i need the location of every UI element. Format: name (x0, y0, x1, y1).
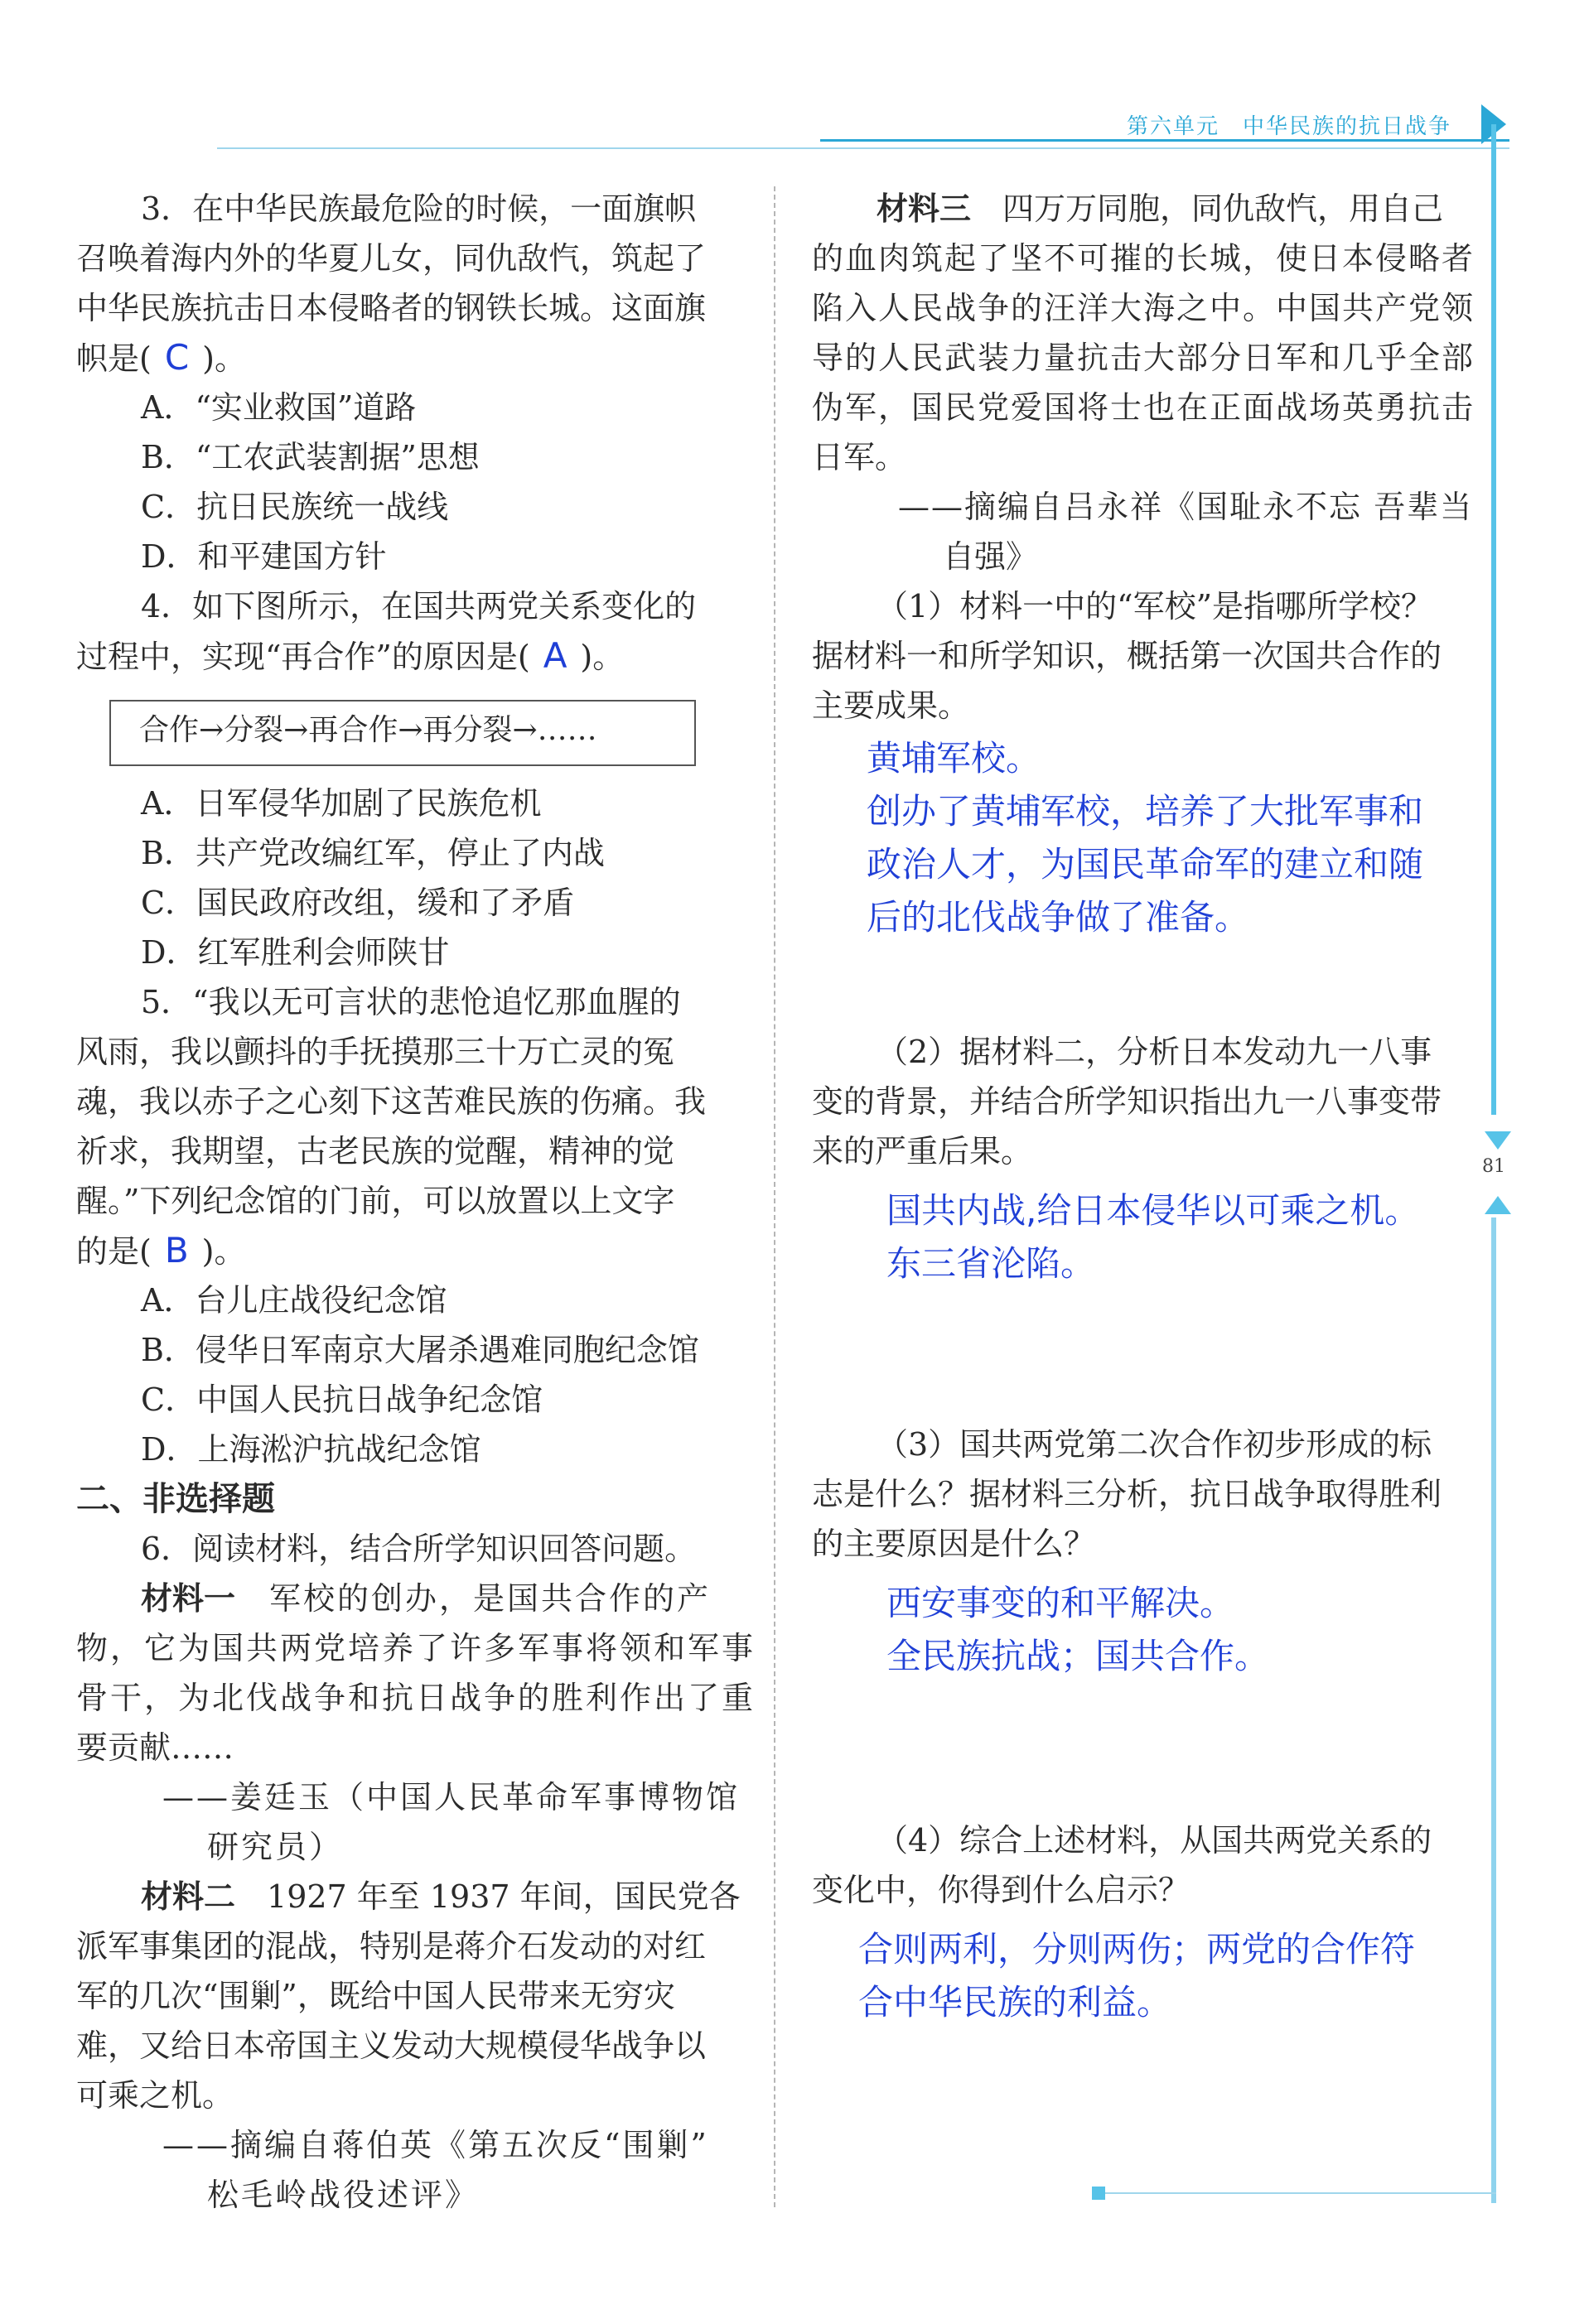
sub1-question-line: （1）材料一中的“军校”是指哪所学校？ (877, 588, 1433, 624)
q5-stem-end-post: )。 (201, 1233, 246, 1270)
q5-stem-line: 醒。”下列纪念馆的门前，可以放置以上文字 (76, 1183, 675, 1219)
q5-stem-line: 风雨，我以颤抖的手抚摸那三十万亡灵的冤 (76, 1034, 675, 1070)
sub2-question-line: 变的背景，并结合所学知识指出九一八事变带 (812, 1083, 1442, 1120)
sub3-answer-line: 全民族抗战；国共合作。 (886, 1636, 1270, 1676)
material-three-line: 的血肉筑起了坚不可摧的长城，使日本侵略者 (812, 240, 1476, 277)
q4-option-b: B．共产党改编红军，停止了内战 (141, 835, 605, 871)
right-margin-bar (1491, 124, 1496, 1115)
sub3-question-line: （3）国共两党第二次合作初步形成的标 (877, 1426, 1432, 1463)
q4-stem-end-post: )。 (580, 639, 625, 675)
material-two-first-line (141, 1872, 741, 1921)
q4-answer: A (543, 635, 568, 676)
q5-stem-end (76, 1226, 245, 1276)
footer-rule (1105, 2192, 1496, 2194)
material-three-first-line (877, 184, 1443, 234)
sub3-answer-line: 西安事变的和平解决。 (886, 1583, 1235, 1623)
page-tab-bottom-icon (1485, 1196, 1511, 1214)
q4-diagram-text: 合作→分裂→再合作→再分裂→…… (139, 713, 597, 747)
section-title: 二、非选择题 (76, 1480, 275, 1518)
q5-option-a: A．台儿庄战役纪念馆 (141, 1282, 447, 1319)
sub2-answer-line: 国共内战,给日本侵华以可乘之机。 (886, 1190, 1420, 1231)
column-divider (774, 186, 775, 2207)
q3-stem-end (76, 333, 246, 383)
page-tab-top-icon (1485, 1131, 1511, 1150)
sub1-answer-line: 黄埔军校。 (867, 738, 1041, 779)
material-one-source: ——姜廷玉（中国人民革命军事博物馆 (162, 1779, 741, 1815)
q5-stem-line: 祈求，我期望，古老民族的觉醒，精神的觉 (76, 1133, 675, 1169)
sub3-question-line: 志是什么？据材料三分析，抗日战争取得胜利 (812, 1476, 1442, 1512)
material-three-line: 陷入人民战争的汪洋大海之中。中国共产党领 (812, 290, 1476, 326)
q3-stem-line: 召唤着海内外的华夏儿女，同仇敌忾，筑起了 (76, 240, 707, 277)
material-one-line: 骨干，为北伐战争和抗日战争的胜利作出了重 (76, 1680, 756, 1716)
q5-option-c: C．中国人民抗日战争纪念馆 (141, 1381, 543, 1418)
material-three-source: 自强》 (943, 538, 1038, 575)
material-three-label: 材料三 (877, 190, 972, 227)
q4-option-d: D．红军胜利会师陕甘 (141, 934, 450, 971)
footer-square-icon (1092, 2187, 1105, 2200)
material-two-source: 松毛岭战役述评》 (207, 2177, 480, 2213)
header-accent-rule (820, 139, 1509, 142)
material-two-line: 军的几次“围剿”，既给中国人民带来无穷灾 (76, 1978, 675, 2014)
sub3-question-line: 的主要原因是什么？ (812, 1526, 1096, 1562)
q4-option-a: A．日军侵华加剧了民族危机 (141, 785, 542, 822)
material-one-first-line (141, 1574, 711, 1623)
sub2-answer-line: 东三省沦陷。 (886, 1243, 1096, 1284)
material-three-text: 四万万同胞，同仇敌忾，用自己 (971, 190, 1444, 227)
q3-option-b: B．“工农武装割据”思想 (141, 439, 480, 475)
material-two-source: ——摘编自蒋伯英《第五次反“围剿” (162, 2127, 709, 2163)
sub1-question-line: 据材料一和所学知识，概括第一次国共合作的 (812, 638, 1442, 674)
material-one-line: 物，它为国共两党培养了许多军事将领和军事 (76, 1630, 756, 1666)
sub1-question-line: 主要成果。 (812, 687, 970, 724)
page-number: 81 (1482, 1156, 1505, 1177)
material-three-source: ——摘编自吕永祥《国耻永不忘 吾辈当 (898, 489, 1474, 525)
sub4-answer-line: 合则两利，分则两伤；两党的合作符 (858, 1929, 1416, 1970)
q5-stem-line: 魂，我以赤子之心刻下这苦难民族的伤痛。我 (76, 1083, 707, 1120)
sub1-answer-line: 创办了黄埔军校，培养了大批军事和 (867, 791, 1424, 832)
q4-stem-line: 4．如下图所示，在国共两党关系变化的 (141, 588, 697, 624)
material-two-label: 材料二 (141, 1878, 236, 1915)
material-three-line: 伪军，国民党爱国将士也在正面战场英勇抗击 (812, 389, 1476, 426)
q5-stem-line: 5．“我以无可言状的悲怆追忆那血腥的 (141, 984, 681, 1020)
q3-option-a: A．“实业救国”道路 (141, 389, 417, 426)
material-three-line: 日军。 (812, 439, 907, 475)
header-rule (217, 147, 1509, 149)
right-margin-bar-lower (1491, 1217, 1496, 2203)
material-one-label: 材料一 (141, 1580, 236, 1617)
q3-stem-end-post: )。 (202, 340, 246, 377)
sub4-question-line: 变化中，你得到什么启示？ (812, 1872, 1191, 1908)
sub2-question-line: （2）据材料二，分析日本发动九一八事 (877, 1034, 1432, 1070)
sub1-answer-line: 后的北伐战争做了准备。 (867, 897, 1250, 938)
q3-option-c: C．抗日民族统一战线 (141, 489, 449, 525)
material-two-line: 难，又给日本帝国主义发动大规模侵华战争以 (76, 2027, 707, 2064)
material-one-source: 研究员） (207, 1829, 344, 1865)
material-two-line: 派军事集团的混战，特别是蒋介石发动的对红 (76, 1928, 707, 1965)
material-two-line: 可乘之机。 (76, 2077, 234, 2114)
material-two-text: 1927 年至 1937 年间，国民党各 (235, 1878, 741, 1915)
sub4-question-line: （4）综合上述材料，从国共两党关系的 (877, 1822, 1432, 1859)
sub2-question-line: 来的严重后果。 (812, 1133, 1033, 1169)
material-one-line: 要贡献…… (76, 1729, 234, 1766)
q4-stem-end-pre: 过程中，实现“再合作”的原因是( (76, 639, 530, 675)
q3-option-d: D．和平建国方针 (141, 538, 387, 575)
q3-answer: C (164, 337, 190, 378)
q3-stem-line: 3．在中华民族最危险的时候，一面旗帜 (141, 190, 697, 227)
q5-option-b: B．侵华日军南京大屠杀遇难同胞纪念馆 (141, 1332, 699, 1368)
sub4-answer-line: 合中华民族的利益。 (858, 1982, 1172, 2023)
material-one-text: 军校的创办，是国共合作的产 (235, 1580, 712, 1617)
q4-option-c: C．国民政府改组，缓和了矛盾 (141, 885, 575, 921)
unit-header-title: 第六单元 中华民族的抗日战争 (1127, 114, 1452, 139)
q4-stem-end (76, 631, 624, 682)
q3-stem-line: 中华民族抗击日本侵略者的钢铁长城。这面旗 (76, 290, 707, 326)
material-three-line: 导的人民武装力量抗击大部分日军和几乎全部 (812, 340, 1476, 376)
q5-option-d: D．上海淞沪抗战纪念馆 (141, 1431, 481, 1468)
sub1-answer-line: 政治人才，为国民革命军的建立和随 (867, 844, 1424, 885)
q3-stem-end-pre: 帜是( (76, 340, 152, 377)
q6-intro: 6．阅读材料，结合所学知识回答问题。 (141, 1531, 697, 1567)
q5-stem-end-pre: 的是( (76, 1233, 152, 1270)
q5-answer: B (164, 1230, 189, 1270)
